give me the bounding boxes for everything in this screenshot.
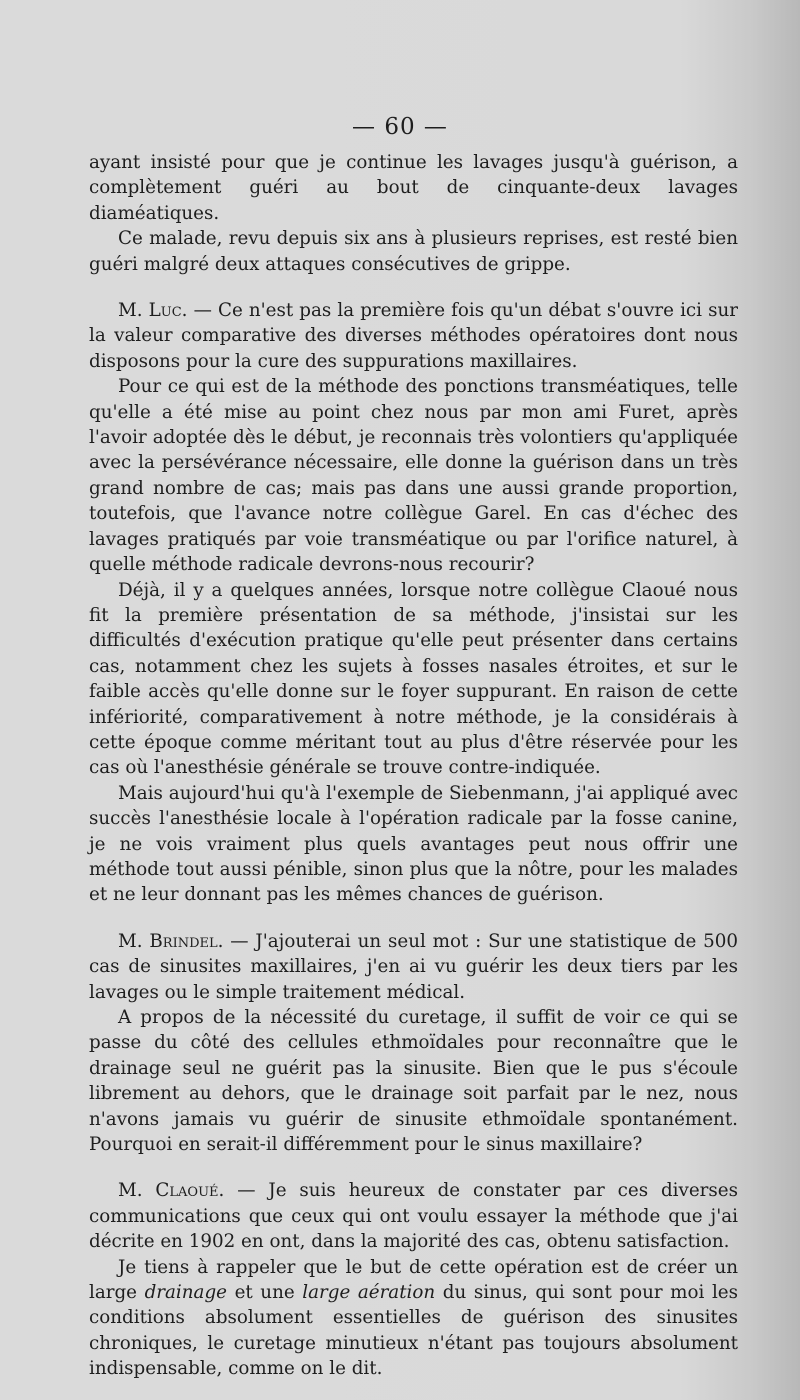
speaker-name: M. Brindel. [118,930,224,952]
paragraph: ayant insisté pour que je continue les lavages jusqu'à guérison, a complètement guéri au bout de cinquante-deux lavages diaméatiques. [89,152,738,224]
emphasis-text: drainage [144,1282,227,1304]
paragraph: Ce malade, revu depuis six ans à plusieurs reprises, est resté bien guéri malgré deux attaques consécutives de grippe. [89,228,738,275]
paragraph: Déjà, il y a quelques années, lorsque notre collègue Claoué nous fit la première présentation de sa méthode, j'insistai sur les difficultés d'exécution pratique qu'elle peut présenter dans certains cas, notamment chez les sujets à fosses nasales étroites, et sur le faible accès qu'elle donne sur le foyer suppurant. En raison de cette infériorité, comparativement à notre méthode, je la considérais à cette époque comme méritant tout au plus d'être réservée pour les cas où l'anesthésie générale se trouve contre-indiquée. [89,579,738,779]
speaker-name: M. Luc. [118,300,188,322]
paragraph-text: du sinus, qui sont pour moi les conditions absolument essentielles de guérison des sinusites chroniques, le curetage minutieux n'étant pas toujours absolument indispensable, comme on le dit. [89,1282,738,1380]
paragraph: A propos de la nécessité du curetage, il suffit de voir ce qui se passe du côté des cellules ethmoïdales pour reconnaître que le drainage seul ne guérit pas la sinusite. Bien que le pus s'écoule librement au dehors, que le drainage soit parfait par le nez, nous n'avons jamais vu guérir de sinusite ethmoïdale spontanément. Pourquoi en serait-il différemment pour le sinus maxillaire? [89,1007,738,1156]
speaker-name: M. Claoué. [118,1180,225,1202]
body-text [89,150,738,1382]
paragraph-text: — Je suis heureux de constater par ces diverses communications que ceux qui ont voulu essayer la méthode que j'ai décrite en 1902 en ont, dans la majorité des cas, obtenu satisfaction. [89,1180,738,1253]
paragraph-text: — J'ajouterai un seul mot : Sur une statistique de 500 cas de sinusites maxillaires, j'en ai vu guérir les deux tiers par les lavages ou le simple traitement médical. [89,930,739,1003]
paragraph: Pour ce qui est de la méthode des ponctions transméatiques, telle qu'elle a été mise au point chez nous par mon ami Furet, après l'avoir adoptée dès le début, je reconnais très volontiers qu'appliquée avec la persévérance nécessaire, elle donne la guérison dans un très grand nombre de cas; mais pas dans une aussi grande proportion, toutefois, que l'avance notre collègue Garel. En cas d'échec des lavages pratiqués par voie transméatique ou par l'orifice naturel, à quelle méthode radicale devrons-nous recourir? [89,376,738,576]
page-number: — 60 — [352,114,448,140]
paragraph-text: Je tiens à rappeler que le but de cette opération est de créer un large [89,1256,738,1304]
speaker-paragraph [89,1178,738,1254]
paragraph [89,1255,738,1382]
speaker-paragraph [89,929,738,1005]
paragraph-text: et une [226,1282,303,1304]
speaker-paragraph [89,298,738,374]
emphasis-text: large aération [302,1282,436,1304]
paragraph-text: — Ce n'est pas la première fois qu'un débat s'ouvre ici sur la valeur comparative des diverses méthodes opératoires dont nous disposons pour la cure des suppurations maxillaires. [89,300,738,372]
paragraph: Mais aujourd'hui qu'à l'exemple de Siebenmann, j'ai appliqué avec succès l'anesthésie locale à l'opération radicale par la fosse canine, je ne vois vraiment plus quels avantages peut nous offrir une méthode tout aussi pénible, sinon plus que la nôtre, pour les malades et ne leur donnant pas les mêmes chances de guérison. [89,782,738,906]
